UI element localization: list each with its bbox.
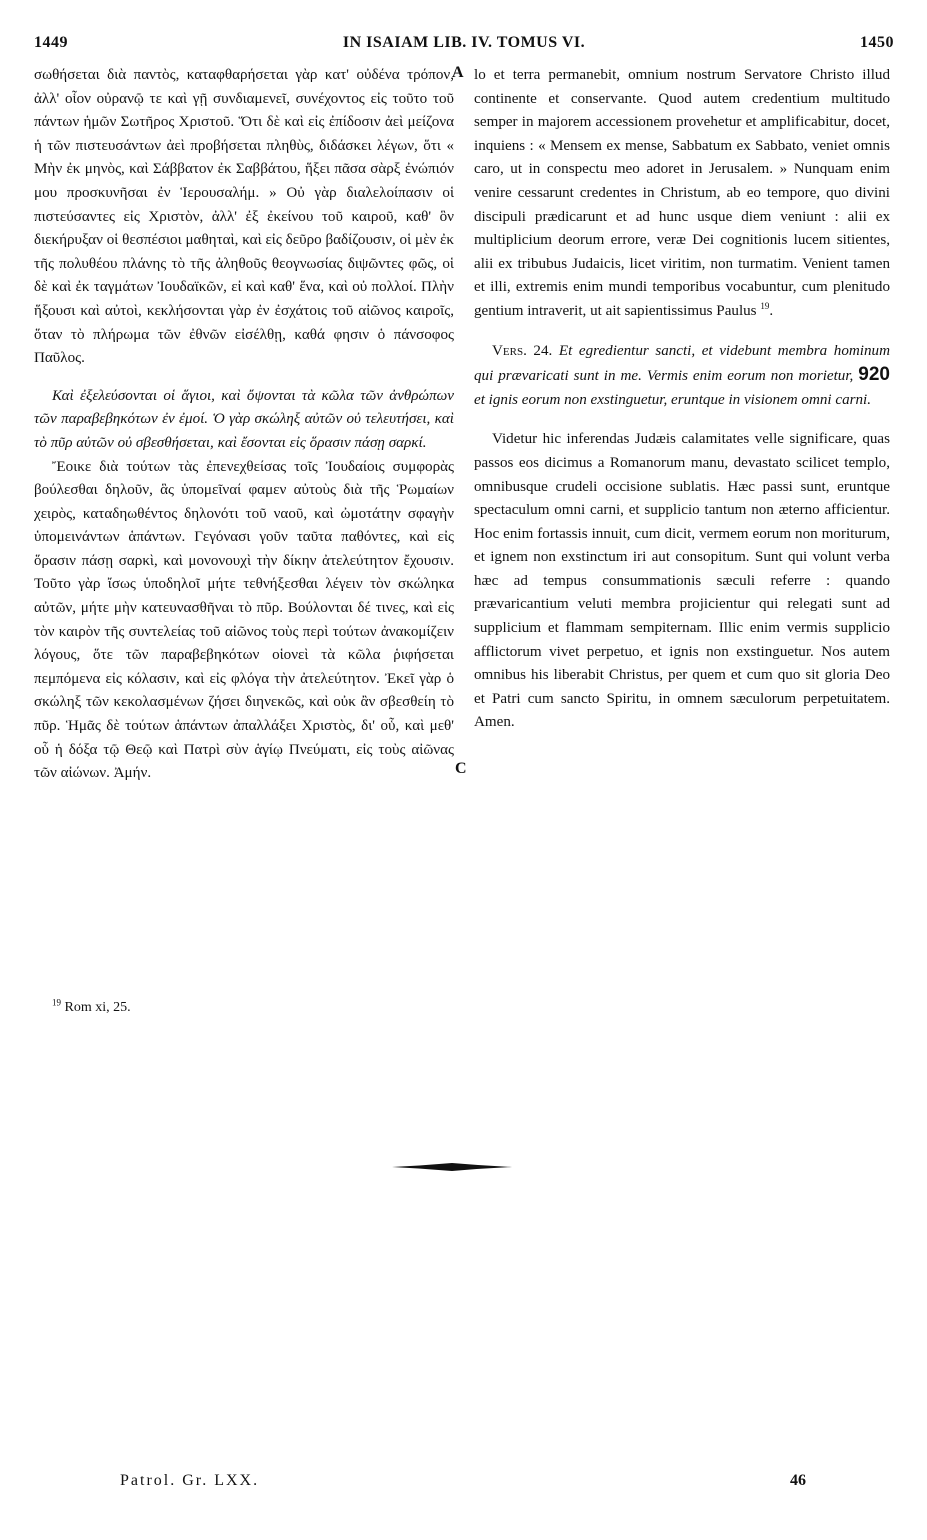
page-footer — [120, 1472, 806, 1494]
latin-paragraph-text: lo et terra permanebit, omnium nostrum Servatore Christo illud continente et conservante. Quod autem credentium multitudo semper in majorem accessionem provehetur et amplificabitur, docet, inquiens : « Mensem ex mense, Sabbatum ex Sabbato, veniet omnis caro, ut in conspectu meo adoret in Jerusalem. » Nunquam enim venire cessarunt credentes in Christum, ab eo tempore, quo divini discipuli prædicarunt et ad hunc usque diem veniunt : alii ex multiplicium deorum errore, veræ Dei cognitionis lucem sitientes, alii ex tribubus Judaicis, licet viritim, non turmatim. Venient tamen et illi, extremis enim mundi temporibus vocabuntur, cum plenitudo gentium intraverit, ut ait sapientissimus Paulus — [474, 67, 890, 319]
latin-lemma — [474, 340, 890, 413]
greek-column — [34, 64, 454, 786]
page-number-right: 1450 — [860, 34, 894, 51]
greek-commentary-part-1: Ἔοικε διὰ τούτων τὰς ἐπενεχθείσας τοῖς Ἰουδαίοις συμφορὰς βούλεσθαι δηλοῦν, ἃς ὑπομεῖναί φαμεν αὐτοὺς διὰ τῆς Ῥωμαίων χειρὸς, καταδηωθέντος δηλονότι τοῦ ναοῦ, καὶ ὠμοτάτην σφαγὴν ὑπομεινάντων ἁπάντων. Γεγόνασι γοῦν ταῦτα παθόντες, καὶ εἰς ὅρασιν πάσῃ σαρκὶ, καὶ μονονουχὶ τὴν δίκην ἀτελεύτητον ἔχουσιν. Τοῦτο γὰρ ἴσως ὑποδηλοῖ μήτε τεθνήξεσθαι λέγειν τὸν σκώληκα αὐτῶν, μήτε μὴν κατευνασθῆναι τὸ πῦρ. Βούλονται δέ τινες, καὶ εἰς — [34, 458, 454, 617]
greek-commentary-part-2: τὸν καιρὸν τῆς συντελείας τοῦ αἰῶνος τοὺς περὶ τούτων ἀνακομίζειν λόγους, ὅτε τῶν παραβεβηκότων οἱονεὶ τὰ κῶλα ῥιφήσεται πεμπόμενα εἰς κόλασιν, καὶ εἰς φλόγα τὴν ἀτελεύτητον. Ἐκεῖ γὰρ ὁ σκώληξ τῶν κεκολασμένων ζήσει διηνεκῶς, καὶ οὐκ ἂν σβεσθείη τὸ πῦρ. Ἡμᾶς δὲ τούτων ἁπάντων ἀπαλλάξει Χριστὸς, δι' οὗ, καὶ μεθ' οὗ ἡ δόξα τῷ Θεῷ καὶ Πατρὶ σὺν ἁγίῳ Πνεύματι, εἰς τοὺς αἰῶνας τῶν αἰώνων. Ἀμήν. — [34, 623, 454, 782]
footnote — [52, 997, 131, 1016]
running-header — [34, 34, 894, 56]
section-marker-a: A — [452, 64, 464, 81]
signature-mark: Patrol. Gr. LXX. — [120, 1472, 260, 1489]
greek-lemma: Καὶ ἐξελεύσονται οἱ ἅγιοι, καὶ ὄψονται τὰ κῶλα τῶν ἀνθρώπων τῶν παραβεβηκότων ἐν ἐμοί. Ὁ γὰρ σκώληξ αὐτῶν οὐ τελευτήσει, καὶ τὸ πῦρ αὐτῶν οὐ σβεσθήσεται, καὶ ἔσονται εἰς ὅρασιν πάσῃ σαρκί. — [34, 387, 454, 451]
section-marker-c: C — [455, 760, 467, 777]
greek-paragraph: σωθήσεται διὰ παντὸς, καταφθαρήσεται γὰρ κατ' οὐδένα τρόπον, ἀλλ' οἷον οὐρανῷ τε καὶ γῇ συνδιαμενεῖ, συνέχοντος εἰς τοῦτο τοῦ πάντων ἡμῶν Σωτῆρος Χριστοῦ. Ὅτι δὲ καὶ εἰς ἐπίδοσιν ἀεὶ μείζονα ἡ τῶν πιστευσάντων ἀεὶ προβήσεται πληθὺς, διδάσκει λέγων, ὅτι « Μὴν ἐκ μηνὸς, καὶ Σάββατον ἐκ Σαββάτου, ἥξει πᾶσα σὰρξ ἐνώπιόν μου προσκυνῆσαι ἐν Ἱερουσαλήμ. » Οὐ γὰρ διαλελοίπασιν οἱ πιστεύσαντες εἰς Χριστὸν, ἀλλ' ἐξ ἐκείνου τοῦ καιροῦ, καθ' ὃν διεκήρυξαν οἱ θεσπέσιοι μαθηταὶ, καὶ εἰς δεῦρο βαδίζουσιν, οἱ μὲν ἐκ τῆς πολυθέου πλάνης τὸ τῆς ἀληθοῦς θεογνωσίας διψῶντες φῶς, οἱ δὲ καὶ ἐκ ταγμάτων Ἰουδαϊκῶν, εἰ καὶ καθ' ἕνα, καὶ οὐ πολλοί. Πλὴν ἥξουσι καὶ αὐτοὶ, κεκλήσονται γὰρ ἐν ἐσχάτοις τοῦ αἰῶνος καιροῖς, ὅταν τὸ πλήρωμα τῶν ἐθνῶν εἰσέλθῃ, καθά φησιν ὁ πάνσοφος Παῦλος. — [34, 67, 454, 367]
gathering-number: 46 — [790, 1472, 806, 1489]
footnote-text: Rom xi, 25. — [64, 1000, 131, 1015]
footnote-number: 19 — [52, 997, 61, 1008]
latin-commentary: Videtur hic inferendas Judæis calamitates velle significare, quas passos eos dicimus a Romanorum manu, devastato scilicet templo, omnibusque crudeli occisione sublatis. Hæc passi sunt, eruntque spectaculum omni carni, et supplicio tantum non æterno afficientur. Hoc enim fortassis innuit, cum dicit, vermem eorum non moriturum, et ignem non exstinctum iri aut consopitum. Sunt qui volunt verba hæc ad tempus consummationis sæculi referre : quando prævaricantium veluti membra projicientur qui relegati sunt ad supplicium et flammam sempiternam. Illic enim vermis supplicio afflictorum vivet perpetuo, et ignis non exstinguetur. Nos autem omnibus his liberabit Christus, per quem et cum quo sit gloria Deo et Patri cum sancto Spiritu, in omnem sæculorum perpetuitatem. Amen. — [474, 431, 890, 731]
running-title: IN ISAIAM LIB. IV. TOMUS VI. — [342, 34, 586, 51]
column-number: 920 — [858, 364, 890, 386]
latin-column — [474, 64, 890, 735]
greek-commentary — [34, 456, 454, 786]
footnote-reference: 19 — [760, 300, 770, 311]
latin-paragraph: lo et terra permanebit, omnium nostrum Servatore Christo illud continente et conservante. Quod autem credentium multitudo semper in majorem accessionem provehetur et amplificabitur, docet, inquiens : « Mensem ex mense, Sabbatum ex Sabbato, veniet omnis caro, ut in conspectu meo adoret in Jerusalem. » Nunquam enim venire cessarunt credentes in Christum, ab eo tempore, quo divini discipuli prædicarunt et ad hunc usque diem veniunt : alii ex multiplicium deorum errore, veræ Dei cognitionis lucem sitientes, alii ex tribubus Judaicis, licet viritim, non turmatim. Venient tamen et illi, extremis enim mundi temporibus vocabuntur, cum plenitudo gentium intraverit, ut ait sapientissimus Paulus $^{19}$. — [474, 67, 890, 319]
ornamental-rule — [392, 1162, 512, 1172]
latin-lemma-part-2: et ignis eorum non exstinguetur, eruntque in visionem omni carni. — [474, 391, 871, 408]
latin-lemma-part-1: Et egredientur sancti, et videbunt membra hominum qui prævaricati sunt in me. Vermis enim eorum non morietur, — [474, 342, 890, 385]
verse-reference: Vers. 24. — [492, 342, 553, 359]
page-number-left: 1449 — [34, 34, 68, 51]
